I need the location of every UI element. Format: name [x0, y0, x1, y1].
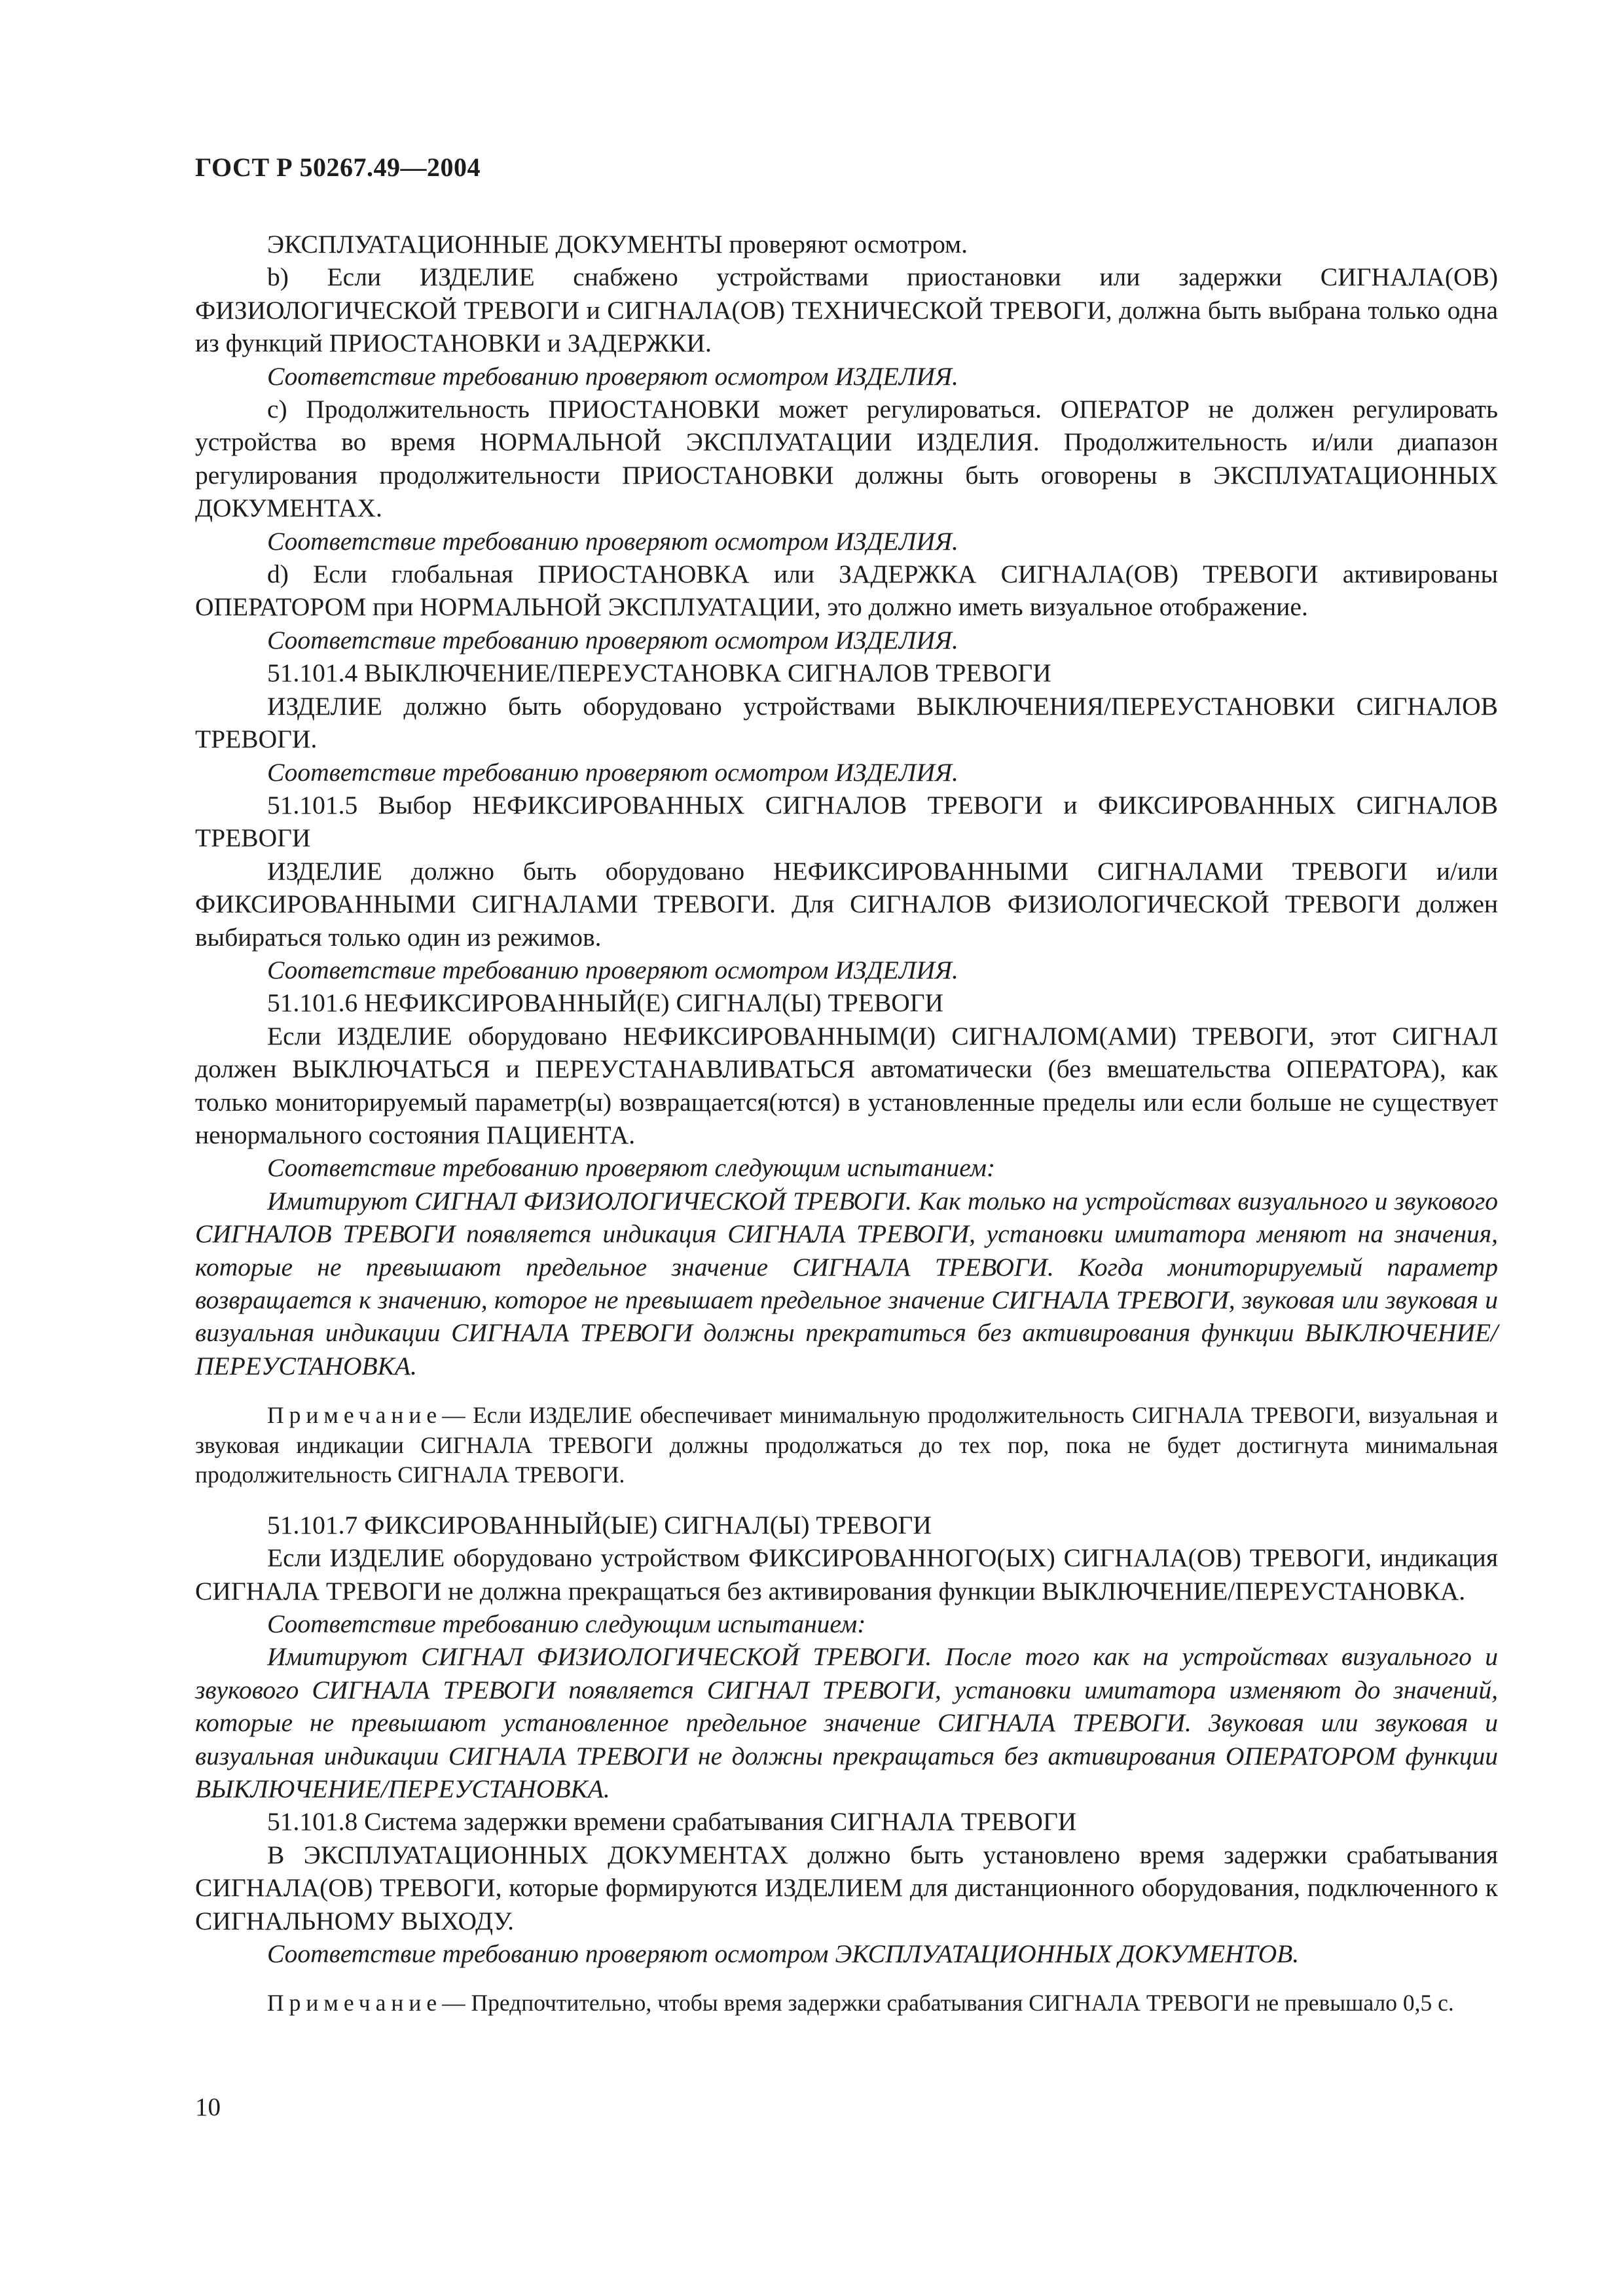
- note-text: — Предпочтительно, чтобы время задержки срабатывания СИГНАЛА ТРЕВОГИ не превышало 0,5 с.: [442, 1990, 1454, 2017]
- section-heading: 51.101.5 Выбор НЕФИКСИРОВАННЫХ СИГНАЛОВ ТРЕВОГИ и ФИКСИРОВАННЫХ СИГНАЛОВ ТРЕВОГИ: [195, 790, 1498, 853]
- paragraph: Если ИЗДЕЛИЕ оборудовано устройством ФИКСИРОВАННОГО(ЫХ) СИГНАЛА(ОВ) ТРЕВОГИ, индикация СИГНАЛА ТРЕВОГИ не должна прекращаться без активирования функции ВЫКЛЮЧЕНИЕ/ПЕРЕУСТАНОВКА.: [195, 1543, 1498, 1605]
- section-heading: 51.101.7 ФИКСИРОВАННЫЙ(ЫЕ) СИГНАЛ(Ы) ТРЕВОГИ: [267, 1510, 932, 1539]
- note-text: — Если ИЗДЕЛИЕ обеспечивает минимальную продолжительность СИГНАЛА ТРЕВОГИ, визуальная и звуковая индикации СИГНАЛА ТРЕВОГИ должны продолжаться до тех пор, пока не будет достигнута минимальная продолжительность СИГНАЛА ТРЕВОГИ.: [195, 1402, 1498, 1488]
- page-number: 10: [195, 2093, 221, 2121]
- paragraph: d) Если глобальная ПРИОСТАНОВКА или ЗАДЕРЖКА СИГНАЛА(ОВ) ТРЕВОГИ активированы ОПЕРАТОРОМ при НОРМАЛЬНОЙ ЭКСПЛУАТАЦИИ, это должно иметь визуальное отображение.: [195, 560, 1498, 622]
- test-procedure: Имитируют СИГНАЛ ФИЗИОЛОГИЧЕСКОЙ ТРЕВОГИ. Как только на устройствах визуального и звукового СИГНАЛОВ ТРЕВОГИ появляется индикация СИГНАЛА ТРЕВОГИ, установки имитатора меняют на значения, которые не превышают предельное значение СИГНАЛА ТРЕВОГИ. Когда мониторируемый параметр возвращается к значению, которое не превышает предельное значение СИГНАЛА ТРЕВОГИ, звуковая или звуковая и визуальная индикации СИГНАЛА ТРЕВОГИ должны прекратиться без активирования функции ВЫКЛЮЧЕНИЕ/ПЕРЕУСТАНОВКА.: [195, 1186, 1498, 1380]
- section-heading: 51.101.6 НЕФИКСИРОВАННЫЙ(Е) СИГНАЛ(Ы) ТРЕВОГИ: [267, 988, 944, 1018]
- compliance-note: Соответствие требованию следующим испытанием:: [267, 1609, 866, 1638]
- compliance-note: Соответствие требованию проверяют осмотром ИЗДЕЛИЯ.: [267, 955, 958, 984]
- section-heading: 51.101.8 Система задержки времени срабатывания СИГНАЛА ТРЕВОГИ: [267, 1807, 1077, 1837]
- compliance-note: Соответствие требованию проверяют осмотром ИЗДЕЛИЯ.: [267, 757, 958, 787]
- document-header: ГОСТ Р 50267.49—2004: [195, 152, 481, 182]
- section-heading: 51.101.4 ВЫКЛЮЧЕНИЕ/ПЕРЕУСТАНОВКА СИГНАЛОВ ТРЕВОГИ: [267, 658, 1051, 688]
- note-paragraph: [195, 1401, 1498, 1490]
- compliance-note: Соответствие требованию проверяют следующим испытанием:: [267, 1153, 996, 1183]
- paragraph: ЭКСПЛУАТАЦИОННЫЕ ДОКУМЕНТЫ проверяют осмотром.: [267, 230, 968, 259]
- test-procedure: Имитируют СИГНАЛ ФИЗИОЛОГИЧЕСКОЙ ТРЕВОГИ. После того как на устройствах визуального и звукового СИГНАЛА ТРЕВОГИ появляется СИГНАЛ ТРЕВОГИ, установки имитатора изменяют до значений, которые не превышают установленное предельное значение СИГНАЛА ТРЕВОГИ. Звуковая или звуковая и визуальная индикации СИГНАЛА ТРЕВОГИ не должны прекращаться без активирования ОПЕРАТОРОМ функции ВЫКЛЮЧЕНИЕ/ПЕРЕУСТАНОВКА.: [195, 1642, 1498, 1803]
- compliance-note: Соответствие требованию проверяют осмотром ЭКСПЛУАТАЦИОННЫХ ДОКУМЕНТОВ.: [267, 1939, 1300, 1968]
- paragraph: Если ИЗДЕЛИЕ оборудовано НЕФИКСИРОВАННЫМ(И) СИГНАЛОМ(АМИ) ТРЕВОГИ, этот СИГНАЛ должен ВЫКЛЮЧАТЬСЯ и ПЕРЕУСТАНАВЛИВАТЬСЯ автоматически (без вмешательства ОПЕРАТОРА), как только мониторируемый параметр(ы) возвращается(ются) в установленные пределы или если больше не существует ненормального состояния ПАЦИЕНТА.: [195, 1021, 1498, 1149]
- paragraph: В ЭКСПЛУАТАЦИОННЫХ ДОКУМЕНТАХ должно быть установлено время задержки срабатывания СИГНАЛА(ОВ) ТРЕВОГИ, которые формируются ИЗДЕЛИЕМ для дистанционного оборудования, подключенного к СИГНАЛЬНОМУ ВЫХОДУ.: [195, 1840, 1498, 1935]
- note-label: Примечание: [267, 1990, 443, 2017]
- paragraph: ИЗДЕЛИЕ должно быть оборудовано НЕФИКСИРОВАННЫМИ СИГНАЛАМИ ТРЕВОГИ и/или ФИКСИРОВАННЫМИ СИГНАЛАМИ ТРЕВОГИ. Для СИГНАЛОВ ФИЗИОЛОГИЧЕСКОЙ ТРЕВОГИ должен выбираться только один из режимов.: [195, 856, 1498, 952]
- paragraph: b) Если ИЗДЕЛИЕ снабжено устройствами приостановки или задержки СИГНАЛА(ОВ) ФИЗИОЛОГИЧЕСКОЙ ТРЕВОГИ и СИГНАЛА(ОВ) ТЕХНИЧЕСКОЙ ТРЕВОГИ, должна быть выбрана только одна из функций ПРИОСТАНОВКИ и ЗАДЕРЖКИ.: [195, 262, 1498, 358]
- document-body: [195, 228, 1498, 2018]
- compliance-note: Соответствие требованию проверяют осмотром ИЗДЕЛИЯ.: [267, 526, 958, 556]
- paragraph: ИЗДЕЛИЕ должно быть оборудовано устройствами ВЫКЛЮЧЕНИЯ/ПЕРЕУСТАНОВКИ СИГНАЛОВ ТРЕВОГИ.: [195, 691, 1498, 754]
- note-label: Примечание: [267, 1402, 443, 1429]
- note-paragraph: [195, 1988, 1498, 2018]
- paragraph: c) Продолжительность ПРИОСТАНОВКИ может регулироваться. ОПЕРАТОР не должен регулировать устройства во время НОРМАЛЬНОЙ ЭКСПЛУАТАЦИИ ИЗДЕЛИЯ. Продолжительность и/или диапазон регулирования продолжительности ПРИОСТАНОВКИ должны быть оговорены в ЭКСПЛУАТАЦИОННЫХ ДОКУМЕНТАХ.: [195, 395, 1498, 523]
- compliance-note: Соответствие требованию проверяют осмотром ИЗДЕЛИЯ.: [267, 625, 958, 655]
- compliance-note: Соответствие требованию проверяют осмотром ИЗДЕЛИЯ.: [267, 361, 958, 391]
